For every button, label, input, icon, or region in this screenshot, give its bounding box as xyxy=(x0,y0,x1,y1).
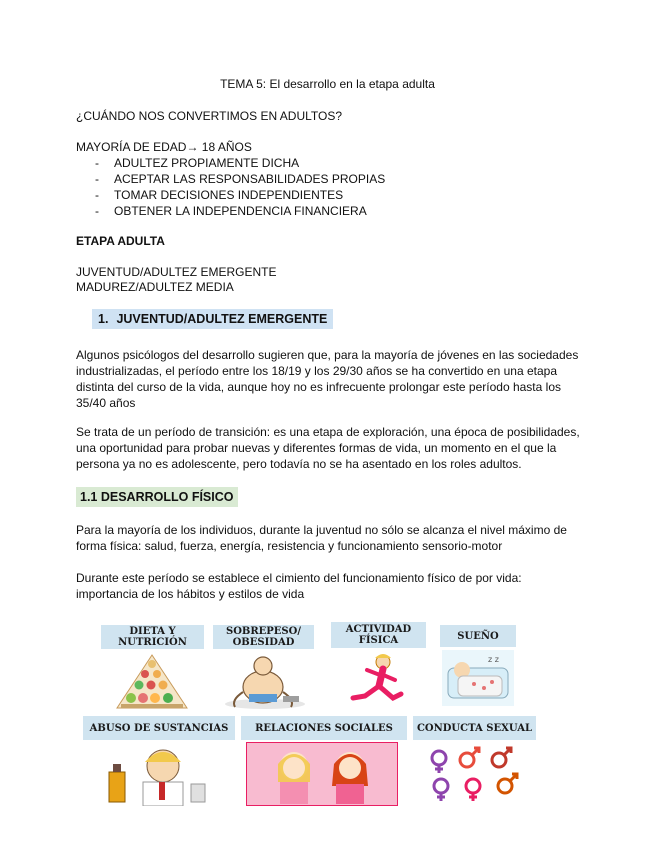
running-person-illustration xyxy=(331,650,426,710)
paragraph-4 xyxy=(76,570,581,602)
sleeping-illustration xyxy=(440,648,516,708)
list-item: - ADULTEZ PROPIAMENTE DICHA xyxy=(76,155,385,171)
card-label-dieta xyxy=(101,625,204,649)
question-line: ¿CUÁNDO NOS CONVERTIMOS EN ADULTOS? xyxy=(76,109,343,123)
etapa-line-1: JUVENTUD/ADULTEZ EMERGENTE xyxy=(76,265,277,279)
bullet-list xyxy=(76,155,385,219)
overweight-person-illustration xyxy=(213,652,314,710)
list-item: - OBTENER LA INDEPENDENCIA FINANCIERA xyxy=(76,203,385,219)
paragraph-line: Se trata de un período de transición: es una etapa de exploración, una época de posibilidades, xyxy=(76,425,580,439)
document-title: TEMA 5: El desarrollo en la etapa adulta xyxy=(220,77,435,91)
svg-text:z z: z z xyxy=(488,655,499,664)
card-label-line: FÍSICA xyxy=(358,635,399,646)
paragraph-line: una oportunidad para probar nuevas y diferentes formas de vida, un momento en el que la xyxy=(76,441,557,455)
paragraph-line: forma física: salud, fuerza, energía, resistencia y funcionamiento sensorio-motor xyxy=(76,539,503,553)
card-label-line: ACTIVIDAD xyxy=(345,624,412,635)
paragraph-2 xyxy=(76,424,581,472)
paragraph-1 xyxy=(76,347,581,411)
paragraph-line: Algunos psicólogos del desarrollo sugieren que, para la mayoría de jóvenes en las sociedades xyxy=(76,348,579,362)
substance-abuse-illustration xyxy=(83,742,235,806)
social-relations-illustration xyxy=(246,742,398,806)
etapa-line-2: MADUREZ/ADULTEZ MEDIA xyxy=(76,280,234,294)
food-pyramid-illustration xyxy=(101,652,204,710)
paragraph-line: industrializadas, el período entre los 18/19 y los 29/30 años se ha convertido en una etapa xyxy=(76,364,557,378)
card-label-sueno: SUEÑO xyxy=(440,625,516,647)
mayoria-line: MAYORÍA DE EDAD→ 18 AÑOS xyxy=(76,140,252,154)
card-label-conducta: CONDUCTA SEXUAL xyxy=(413,716,536,740)
paragraph-line: Durante este período se establece el cimiento del funcionamiento físico de por vida: xyxy=(76,571,522,585)
card-label-line: OBESIDAD xyxy=(232,637,295,648)
list-item: - TOMAR DECISIONES INDEPENDIENTES xyxy=(76,187,385,203)
card-label-abuso: ABUSO DE SUSTANCIAS xyxy=(83,716,235,740)
paragraph-line: importancia de los hábitos y estilos de vida xyxy=(76,587,305,601)
section-1-number: 1. xyxy=(98,312,109,326)
card-label-relaciones: RELACIONES SOCIALES xyxy=(241,716,407,740)
gender-symbols-illustration xyxy=(413,742,536,806)
list-item: - ACEPTAR LAS RESPONSABILIDADES PROPIAS xyxy=(76,171,385,187)
card-label-line: DIETA Y xyxy=(129,626,176,637)
paragraph-line: persona ya no es adolescente, pero todavía no se ha asentado en los roles adultos. xyxy=(76,457,522,471)
card-label-line: SOBREPESO/ xyxy=(225,626,302,637)
paragraph-line: distinta del curso de la vida, aunque hoy no es infrecuente prolongar este período hasta los xyxy=(76,380,561,394)
paragraph-3 xyxy=(76,522,581,554)
section-1-heading xyxy=(92,309,333,329)
section-1-title: JUVENTUD/ADULTEZ EMERGENTE xyxy=(116,312,328,326)
card-label-line: NUTRICIÓN xyxy=(118,637,187,648)
etapa-heading: ETAPA ADULTA xyxy=(76,234,165,248)
card-label-actividad xyxy=(331,622,426,648)
section-1-1-heading: 1.1 DESARROLLO FÍSICO xyxy=(76,487,238,507)
card-label-sobrepeso xyxy=(213,625,314,649)
paragraph-line: 35/40 años xyxy=(76,396,136,410)
paragraph-line: Para la mayoría de los individuos, durante la juventud no sólo se alcanza el nivel máximo de xyxy=(76,523,567,537)
